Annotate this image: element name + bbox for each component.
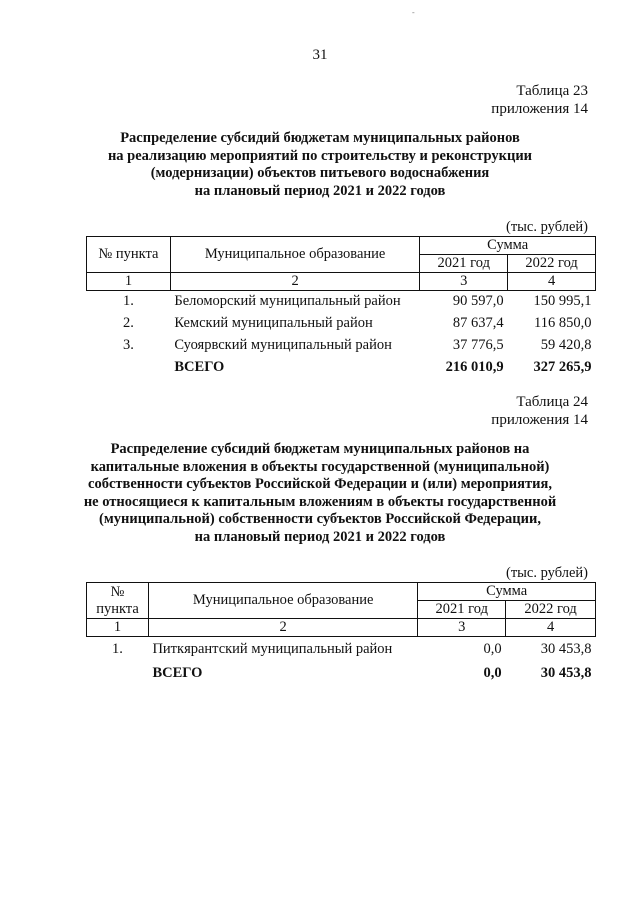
table23-title: [60, 130, 580, 200]
table24-header-number-line1: №: [110, 583, 125, 600]
row-number: 1.: [123, 293, 134, 310]
table-row: [87, 313, 596, 335]
table24-colnum-4: 4: [506, 619, 596, 637]
table23: [86, 236, 596, 379]
total-2021-value: 216 010,9: [445, 359, 504, 375]
total-label: ВСЕГО: [152, 665, 203, 681]
row-2022-value: 59 420,8: [540, 337, 592, 353]
row-2022-value: 116 850,0: [534, 315, 592, 331]
table23-header-number: № пункта: [87, 237, 171, 273]
table24-header-2021: 2021 год: [418, 601, 506, 619]
table24-header-sum: Сумма: [418, 583, 596, 601]
table24-title-line: Распределение субсидий бюджетам муниципальных районов на: [110, 441, 530, 457]
table-row: [87, 291, 596, 313]
total-2022-value: 327 265,9: [533, 359, 592, 375]
row-municipality: Питкярантский муниципальный район: [152, 641, 393, 658]
table23-title-line: на реализацию мероприятий по строительству и реконструкции: [107, 147, 533, 164]
table23-title-line: на плановый период 2021 и 2022 годов: [194, 182, 446, 199]
table24-colnum-2: 2: [148, 619, 417, 637]
table24-title-line: (муниципальной) собственности субъектов Российской Федерации,: [99, 511, 541, 527]
table24-reference: [491, 393, 588, 429]
table23-ref-line2: приложения 14: [491, 101, 588, 117]
table24-title-line: собственности субъектов Российской Федерации и (или) мероприятия,: [88, 476, 552, 492]
row-2021-value: 0,0: [483, 641, 502, 658]
table24-header-2022: 2022 год: [506, 601, 596, 619]
row-number: 1.: [112, 641, 123, 658]
table23-units: (тыс. рублей): [506, 219, 588, 235]
row-2022-value: 150 995,1: [533, 293, 592, 310]
table24-header-municipality: Муниципальное образование: [148, 583, 417, 619]
row-2021-value: 87 637,4: [452, 315, 504, 331]
row-2021-value: 90 597,0: [452, 293, 504, 310]
table23-reference: [491, 82, 588, 118]
table23-colnum-2: 2: [170, 273, 419, 291]
table23-title-line: Распределение субсидий бюджетам муниципальных районов: [120, 130, 520, 146]
row-municipality: Суоярвский муниципальный район: [174, 337, 392, 353]
table24-header-number: [87, 583, 149, 619]
row-municipality: Кемский муниципальный район: [174, 315, 373, 331]
row-number: 3.: [123, 337, 134, 353]
page-number: 31: [312, 47, 328, 63]
table23-colnum-4: 4: [508, 273, 596, 291]
table24-ref-line2: приложения 14: [491, 412, 588, 428]
table24-title: [60, 441, 580, 546]
total-2021-value: 0,0: [483, 665, 502, 681]
table23-header-2022: 2022 год: [508, 255, 596, 273]
table24-ref-line1: Таблица 24: [516, 394, 588, 410]
table24-colnum-3: 3: [418, 619, 506, 637]
table24-title-line: не относящиеся к капитальным вложениям в объекты государственной: [83, 493, 557, 510]
total-2022-value: 30 453,8: [540, 665, 592, 681]
table24-header-number-line2: пункта: [96, 600, 139, 617]
table24-colnum-1: 1: [87, 619, 149, 637]
row-number: 2.: [123, 315, 134, 331]
table23-header-sum: Сумма: [420, 237, 596, 255]
table23-colnum-1: 1: [87, 273, 171, 291]
table24-total-row: [87, 663, 596, 685]
table24-title-line: на плановый период 2021 и 2022 годов: [194, 528, 446, 545]
table23-title-line: (модернизации) объектов питьевого водоснабжения: [150, 165, 490, 181]
table23-total-row: [87, 357, 596, 379]
scan-mark: -: [412, 8, 415, 17]
table23-header-municipality: Муниципальное образование: [170, 237, 419, 273]
row-municipality: Беломорский муниципальный район: [174, 293, 401, 310]
table-row: [87, 637, 596, 663]
table23-ref-line1: Таблица 23: [516, 83, 588, 99]
table23-colnum-3: 3: [420, 273, 508, 291]
table24-title-line: капитальные вложения в объекты государственной (муниципальной): [90, 458, 550, 475]
table23-header-2021: 2021 год: [420, 255, 508, 273]
row-2022-value: 30 453,8: [540, 641, 592, 658]
row-2021-value: 37 776,5: [452, 337, 504, 353]
table24-units: (тыс. рублей): [506, 565, 588, 581]
table-row: [87, 335, 596, 357]
table24: [86, 582, 596, 685]
total-label: ВСЕГО: [174, 359, 225, 375]
